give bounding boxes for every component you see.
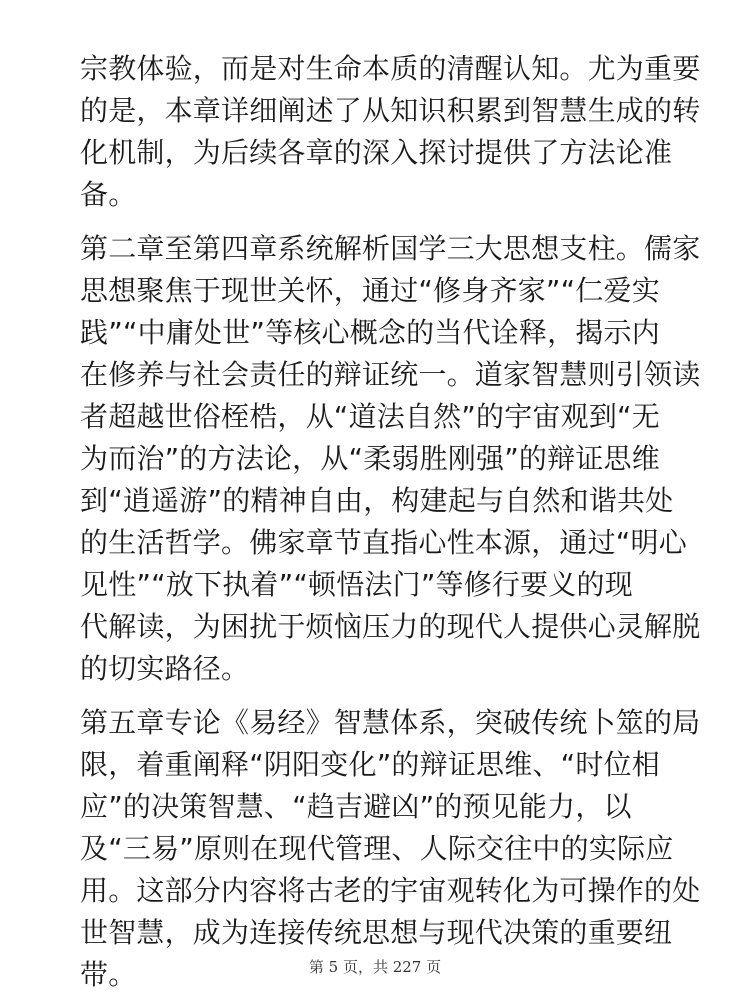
text-line: 带。	[80, 958, 137, 991]
text-line: 应”的决策智慧、“趋吉避凶”的预见能力，以	[80, 790, 632, 823]
text-line: 的切实路径。	[80, 652, 250, 685]
text-line: 及“三易”原则在现代管理、人际交往中的实际应	[80, 832, 674, 865]
text-line: 第五章专论《易经》智慧体系，突破传统卜筮的局	[80, 706, 701, 739]
body-text	[80, 48, 701, 1008]
text-line: 在修养与社会责任的辩证统一。道家智慧则引领读	[80, 358, 701, 391]
page-number-footer: 第 5 页，共 227 页	[308, 958, 442, 976]
text-line: 世智慧，成为连接传统思想与现代决策的重要纽	[80, 916, 673, 949]
text-line: 思想聚焦于现世关怀，通过“修身齐家”“仁爱实	[80, 274, 660, 307]
text-line: 用。这部分内容将古老的宇宙观转化为可操作的处	[80, 874, 701, 907]
text-line: 践”“中庸处世”等核心概念的当代诠释，揭示内	[80, 316, 660, 349]
text-line: 宗教体验，而是对生命本质的清醒认知。尤为重要	[80, 52, 701, 85]
text-line: 见性”“放下执着”“顿悟法门”等修行要义的现	[80, 568, 633, 601]
text-line: 代解读，为困扰于烦恼压力的现代人提供心灵解脱	[80, 610, 701, 643]
text-line: 的是，本章详细阐述了从知识积累到智慧生成的转	[80, 94, 701, 127]
text-line: 化机制，为后续各章的深入探讨提供了方法论准	[80, 136, 673, 169]
text-line: 为而治”的方法论，从“柔弱胜刚强”的辩证思维	[80, 442, 660, 475]
text-line: 限，着重阐释“阴阳变化”的辩证思维、“时位相	[80, 748, 660, 781]
text-line: 备。	[80, 178, 137, 211]
text-line: 到“逍遥游”的精神自由，构建起与自然和谐共处	[80, 484, 674, 517]
paragraph-2	[80, 228, 701, 690]
text-line: 第二章至第四章系统解析国学三大思想支柱。儒家	[80, 232, 701, 265]
text-line: 者超越世俗桎梏，从“道法自然”的宇宙观到“无	[80, 400, 660, 433]
paragraph-1	[80, 48, 701, 216]
paragraph-3	[80, 702, 701, 996]
text-line: 的生活哲学。佛家章节直指心性本源，通过“明心	[80, 526, 687, 559]
